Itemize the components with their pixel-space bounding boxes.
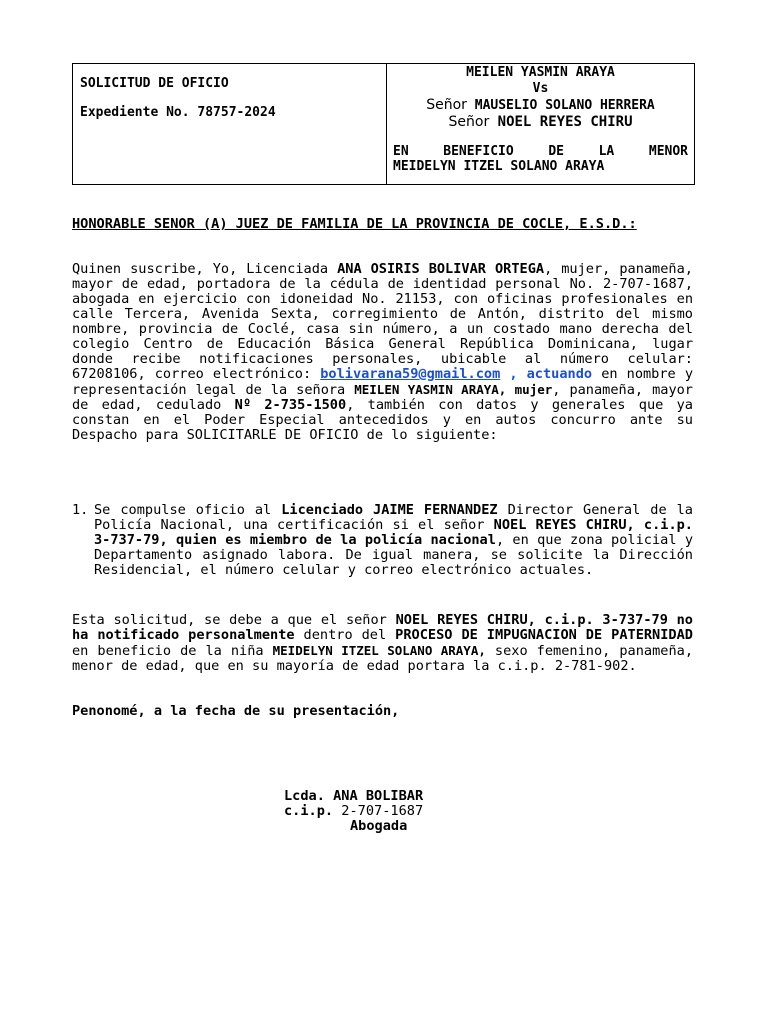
officer-details: NOEL REYES CHIRU, c.i.p. 3-737-79, quien es miembro de la policía nacional — [94, 517, 693, 548]
signature-cip-label: c.i.p. — [284, 803, 334, 819]
intro-text-4: en nombre y representación legal de la señora — [72, 366, 694, 398]
defendant-2-name: NOEL REYES CHIRU — [497, 114, 633, 130]
intro-text-5: , panameña, mayor de edad, cedulado — [72, 382, 693, 413]
versus-label: Vs — [532, 81, 549, 96]
case-number: Expediente No. 78757-2024 — [80, 105, 276, 120]
client-name: MEILEN YASMIN ARAYA, mujer — [354, 382, 553, 397]
signature-role: Abogada — [350, 818, 408, 834]
intro-text-6: , también con datos y generales que ya constan en el Poder Especial antecedidos y en autos concurro ante su Despacho para SOLICITARLE DE OFICIO de lo siguiente: — [72, 397, 693, 443]
list-number: 1. — [72, 502, 89, 518]
acting-text: , actuando — [500, 366, 593, 382]
reason-text-2: dentro del — [294, 627, 396, 643]
director-name: Licenciado JAIME FERNANDEZ — [281, 502, 498, 518]
introduction-paragraph — [72, 262, 693, 443]
benefit-line-1: EN BENEFICIO DE LA MENOR — [393, 144, 688, 159]
defendant-1-name: MAUSELIO SOLANO HERRERA — [474, 98, 655, 113]
signature-prefix: Lcda. — [284, 788, 325, 804]
list-text-3: , en que zona policial y Departamento asignado labora. De igual manera, se solicite la Dirección Residencial, el número celular y correo electrónico actuales. — [94, 532, 694, 578]
reason-text-1: Esta solicitud, se debe a que el señor — [72, 612, 396, 628]
request-title: SOLICITUD DE OFICIO — [80, 76, 229, 91]
senor-label-2: Señor — [448, 114, 490, 130]
reason-paragraph — [72, 613, 693, 674]
email-link[interactable]: bolivarana59@gmail.com — [320, 366, 501, 382]
notification-statement: NOEL REYES CHIRU, c.i.p. 3-737-79 no ha notificado personalmente — [72, 612, 693, 643]
lawyer-name: ANA OSIRIS BOLIVAR ORTEGA — [337, 261, 545, 277]
plaintiff-name: MEILEN YASMIN ARAYA — [466, 65, 615, 80]
signature-name: ANA BOLIBAR — [333, 788, 424, 804]
client-id-number: Nº 2-735-1500 — [234, 397, 347, 413]
closing-line: Penonomé, a la fecha de su presentación, — [72, 703, 400, 719]
benefit-line-2: MEIDELYN ITZEL SOLANO ARAYA — [393, 159, 605, 174]
reason-text-4: sexo femenino, panameña, menor de edad, que en su mayoría de edad portara la c.i.p. 2-781-902. — [72, 643, 694, 674]
intro-text-2: , mujer, panameña, mayor de edad, portadora de la cédula de identidad personal No. 2-707-1687, abogada en ejercicio con idoneidad No. 21153, con oficinas profesionales en calle Tercera, Avenida Sexta, corregimiento de Antón, distrito del mismo nombre, provincia de Coclé, casa sin número, a un costado mano derecha del colegio Centro de Educación Básica General República Dominicana, lugar donde recibe notificaciones personales, ubicable al número celular: 67208106, correo electrónico: — [72, 261, 693, 382]
header-left-cell — [73, 64, 387, 184]
list-text-1: Se compulse oficio al — [94, 502, 282, 518]
minor-name: MEIDELYN ITZEL SOLANO ARAYA, — [272, 643, 486, 658]
intro-text-1: Quinen suscribe, Yo, Licenciada — [72, 261, 338, 277]
list-text-2: Director General de la Policía Nacional, una certificación si el señor — [94, 502, 693, 533]
signature-block — [284, 789, 423, 834]
reason-text-3: en beneficio de la niña — [72, 643, 273, 659]
process-name: PROCESO DE IMPUGNACION DE PATERNIDAD — [395, 627, 693, 643]
senor-label-1: Señor — [426, 97, 467, 113]
header-table — [72, 63, 695, 185]
header-right-cell — [387, 64, 694, 184]
signature-cip: 2-707-1687 — [341, 803, 424, 819]
document-title: HONORABLE SENOR (A) JUEZ DE FAMILIA DE LA PROVINCIA DE COCLE, E.S.D.: — [72, 216, 637, 232]
request-list-item — [72, 503, 693, 578]
